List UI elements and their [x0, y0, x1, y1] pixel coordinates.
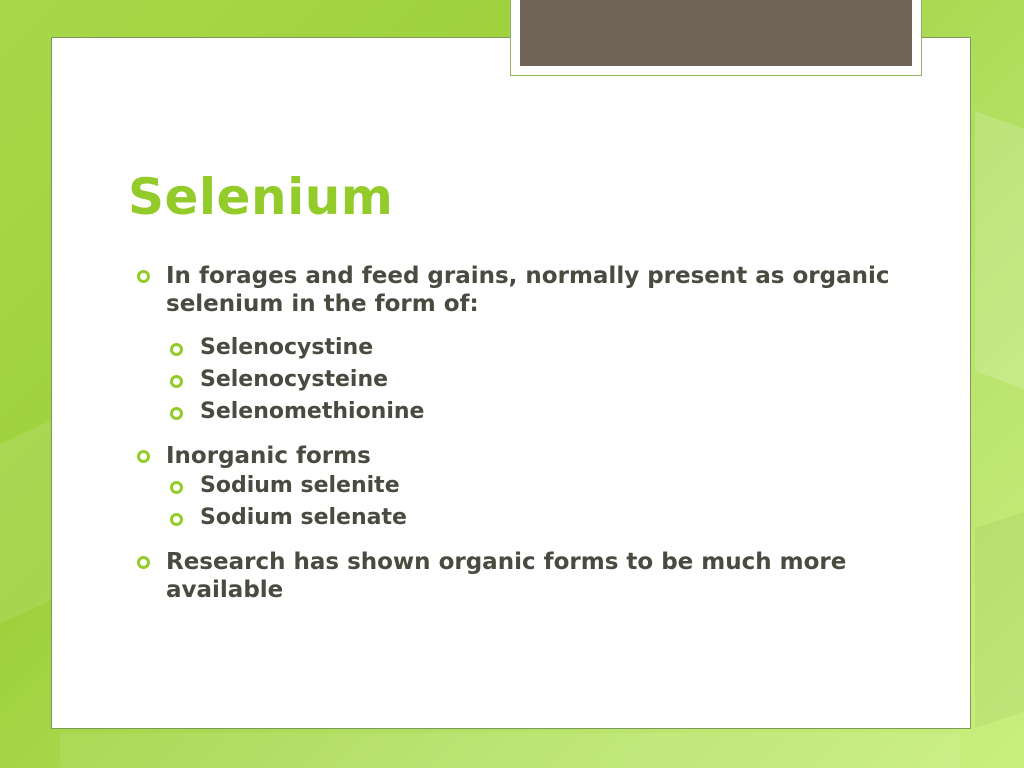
bullet-text: Research has shown organic forms to be much more available	[166, 549, 847, 603]
ring-bullet-icon	[137, 556, 150, 569]
sub-bullet-item	[166, 502, 895, 534]
ring-bullet-icon	[137, 270, 150, 283]
background-facet	[975, 512, 1024, 728]
bullet-item	[135, 548, 895, 604]
ring-bullet-icon	[170, 343, 183, 356]
sub-bullet-list	[166, 470, 895, 534]
sub-bullet-text: Sodium selenite	[200, 473, 400, 498]
sub-bullet-text: Sodium selenate	[200, 505, 407, 530]
slide-title: Selenium	[128, 168, 394, 226]
ring-bullet-icon	[170, 481, 183, 494]
header-tab	[510, 0, 922, 76]
ring-bullet-icon	[170, 513, 183, 526]
sub-bullet-item	[166, 470, 895, 502]
ring-bullet-icon	[170, 375, 183, 388]
background-facet	[975, 111, 1024, 389]
header-color-block	[520, 0, 912, 66]
sub-bullet-item	[166, 396, 895, 428]
sub-bullet-list	[166, 332, 895, 428]
bullet-text: Inorganic forms	[166, 443, 371, 469]
ring-bullet-icon	[137, 450, 150, 463]
bullet-item	[135, 262, 895, 428]
ring-bullet-icon	[170, 407, 183, 420]
bullet-item	[135, 442, 895, 534]
sub-bullet-text: Selenocystine	[200, 335, 374, 360]
bullet-list	[135, 262, 895, 604]
background-facet	[60, 733, 960, 768]
sub-bullet-text: Selenocysteine	[200, 367, 389, 392]
sub-bullet-item	[166, 364, 895, 396]
sub-bullet-text: Selenomethionine	[200, 399, 425, 424]
bullet-text: In forages and feed grains, normally present as organic selenium in the form of:	[166, 263, 890, 317]
sub-bullet-item	[166, 332, 895, 364]
